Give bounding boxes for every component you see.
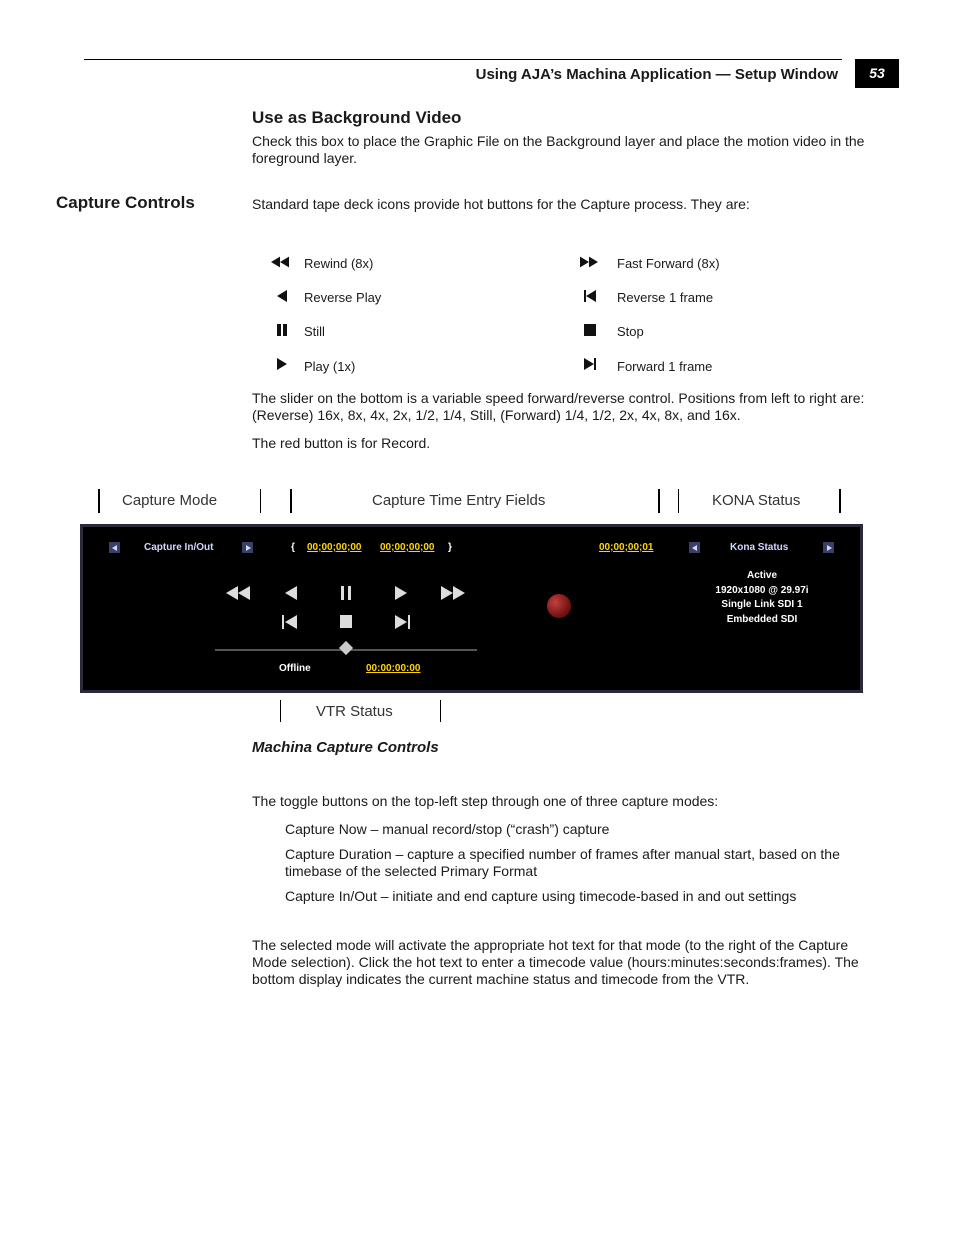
- fast-forward-icon: [441, 586, 465, 600]
- rewind-button[interactable]: [226, 586, 250, 605]
- forward-frame-label: Forward 1 frame: [617, 359, 713, 374]
- play-icon: [395, 586, 407, 600]
- capture-mode-label: Capture In/Out: [144, 542, 214, 553]
- forward-frame-icon: [581, 357, 599, 371]
- fast-forward-button[interactable]: [441, 586, 465, 605]
- mode-next-button[interactable]: [242, 542, 253, 553]
- stop-icon: [340, 615, 352, 628]
- modes-intro: The toggle buttons on the top-left step through one of three capture modes:: [252, 793, 719, 809]
- callout-bracket: [280, 700, 281, 722]
- callout-bracket: [260, 489, 261, 513]
- arrow-left-icon: [692, 545, 698, 551]
- mode-item: Capture Now – manual record/stop (“crash”) capture: [285, 821, 610, 837]
- slider-description: The slider on the bottom is a variable speed forward/reverse control. Positions from left to right are: (Reverse) 16x, 8x, 4x, 2x, 1/2, 1/4, Still, (Forward) 1/4, 1/2, 2x, 4x, 8x, and 16x.: [252, 390, 865, 423]
- kona-prev-button[interactable]: [689, 542, 700, 553]
- capture-controls-intro: Standard tape deck icons provide hot buttons for the Capture process. They are:: [252, 196, 750, 212]
- fast-forward-label: Fast Forward (8x): [617, 256, 720, 271]
- speed-slider-thumb[interactable]: [339, 641, 353, 655]
- page-number: 53: [855, 59, 899, 88]
- out-timecode-field[interactable]: 00;00;00;00: [380, 542, 435, 553]
- capture-controls-panel: [80, 524, 863, 693]
- callout-time-entry: Capture Time Entry Fields: [372, 492, 546, 509]
- vtr-timecode: 00:00:00:00: [366, 663, 421, 674]
- duration-timecode-field[interactable]: 00;00;00;01: [599, 542, 654, 553]
- kona-next-button[interactable]: [823, 542, 834, 553]
- kona-status-lines: [680, 569, 844, 627]
- arrow-right-icon: [245, 545, 251, 551]
- stop-label: Stop: [617, 324, 644, 339]
- kona-line: Embedded SDI: [726, 613, 798, 625]
- bg-video-heading: Use as Background Video: [252, 108, 462, 127]
- callout-bracket: [839, 489, 841, 513]
- reverse-frame-icon: [581, 289, 599, 303]
- play-icon: [273, 357, 291, 371]
- reverse-frame-button[interactable]: [282, 615, 297, 634]
- reverse-play-icon: [285, 586, 297, 600]
- header-rule: [84, 59, 842, 60]
- arrow-left-icon: [112, 545, 118, 551]
- record-button[interactable]: [547, 594, 571, 618]
- brace-open: {: [291, 542, 295, 553]
- rewind-label: Rewind (8x): [304, 256, 374, 271]
- mode-item: Capture In/Out – initiate and end capture using timecode-based in and out settings: [285, 888, 797, 904]
- reverse-play-button[interactable]: [285, 586, 297, 605]
- capture-controls-heading: Capture Controls: [56, 193, 195, 212]
- reverse-frame-label: Reverse 1 frame: [617, 290, 714, 305]
- callout-vtr-status: VTR Status: [316, 703, 393, 720]
- callout-bracket: [290, 489, 292, 513]
- play-label: Play (1x): [304, 359, 356, 374]
- reverse-frame-icon: [282, 615, 297, 629]
- still-label: Still: [304, 324, 325, 339]
- arrow-right-icon: [826, 545, 832, 551]
- running-header: Using AJA’s Machina Application — Setup Window: [475, 66, 838, 83]
- kona-line: Single Link SDI 1: [721, 599, 803, 610]
- brace-close: }: [448, 542, 452, 553]
- still-icon: [340, 586, 352, 600]
- rewind-icon: [271, 255, 289, 269]
- bg-video-body: Check this box to place the Graphic File on the Background layer and place the motion video in the foreground layer.: [252, 133, 865, 166]
- kona-line: 1920x1080 @ 29.97i: [715, 584, 809, 596]
- callout-bracket: [440, 700, 441, 722]
- reverse-play-label: Reverse Play: [304, 290, 382, 305]
- callout-bracket: [678, 489, 679, 513]
- mode-item: Capture Duration – capture a specified number of frames after manual start, based on the timebase of the selected Primary Format: [285, 846, 840, 879]
- figure-caption: Machina Capture Controls: [252, 739, 439, 756]
- mode-prev-button[interactable]: [109, 542, 120, 553]
- callout-capture-mode: Capture Mode: [122, 492, 218, 509]
- kona-status-label: Kona Status: [730, 542, 789, 553]
- play-button[interactable]: [395, 586, 407, 605]
- in-timecode-field[interactable]: 00;00;00;00: [307, 542, 362, 553]
- callout-bracket: [658, 489, 660, 513]
- stop-icon: [581, 323, 599, 337]
- forward-frame-button[interactable]: [395, 615, 410, 634]
- stop-button[interactable]: [340, 615, 352, 633]
- still-button[interactable]: [340, 586, 352, 605]
- reverse-play-icon: [273, 289, 291, 303]
- forward-frame-icon: [395, 615, 410, 629]
- kona-line: Active: [746, 570, 777, 581]
- modes-outro: The selected mode will activate the appropriate hot text for that mode (to the right of the Capture Mode selection). Click the hot text to enter a timecode value (hours:minutes:seconds:frames). The bottom display indicates the current machine status and timecode from the VTR.: [252, 937, 859, 987]
- rewind-icon: [226, 586, 250, 600]
- still-icon: [273, 323, 291, 337]
- vtr-status-text: Offline: [279, 663, 311, 674]
- record-description: The red button is for Record.: [252, 435, 431, 451]
- callout-kona-status: KONA Status: [712, 492, 801, 509]
- callout-bracket: [98, 489, 100, 513]
- fast-forward-icon: [580, 255, 598, 269]
